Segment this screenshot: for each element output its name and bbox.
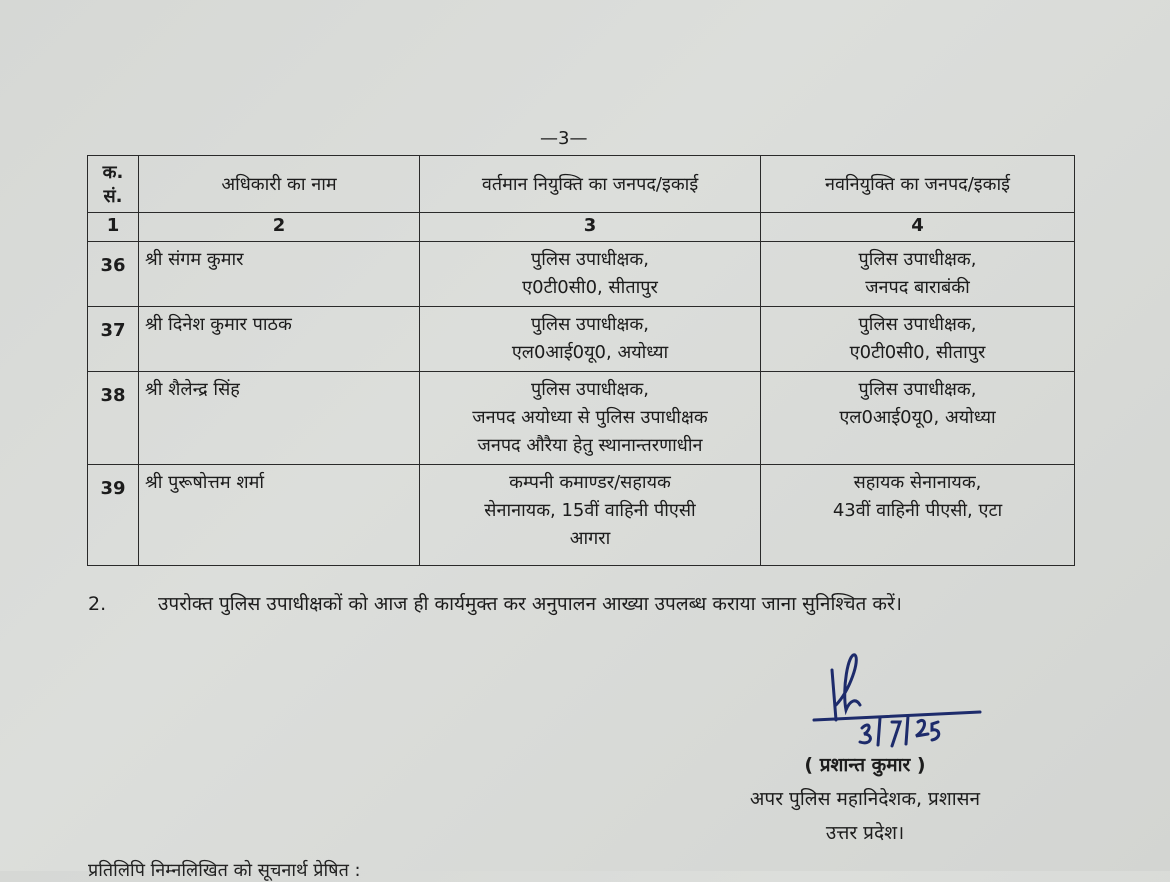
page-number: —3—: [540, 128, 588, 149]
row-sno: 38: [100, 385, 126, 406]
current-line: सेनानायक, 15वीं वाहिनी पीएसी: [484, 500, 696, 521]
current-line: ए0टी0सी0, सीतापुर: [522, 277, 658, 298]
row-sno: 36: [100, 255, 126, 276]
instruction-paragraph: [88, 585, 1068, 623]
table-header-row: [88, 156, 1075, 213]
signatory-designation: अपर पुलिस महानिदेशक, प्रशासन: [749, 788, 981, 810]
header-current: वर्तमान नियुक्ति का जनपद/इकाई: [420, 156, 761, 213]
transfer-table: [87, 155, 1075, 566]
row-sno: 39: [100, 478, 126, 499]
col-number: 2: [139, 213, 420, 242]
table-row: [88, 465, 1075, 566]
current-line: जनपद औरैया हेतु स्थानान्तरणाधीन: [477, 435, 703, 456]
paragraph-text: उपरोक्त पुलिस उपाधीक्षकों को आज ही कार्यमुक्त कर अनुपालन आख्या उपलब्ध कराया जाना सुनिश्चित करें।: [158, 593, 902, 615]
col-number: 4: [761, 213, 1075, 242]
signature-block: [680, 748, 1050, 850]
table-row: [88, 372, 1075, 465]
column-number-row: [88, 213, 1075, 242]
new-line: ए0टी0सी0, सीतापुर: [849, 342, 986, 363]
signatory-name: ( प्रशान्त कुमार ): [804, 754, 926, 776]
new-line: जनपद बाराबंकी: [865, 277, 970, 298]
signature-scribble-icon: [800, 650, 1000, 750]
new-line: पुलिस उपाधीक्षक,: [858, 249, 977, 270]
current-line: जनपद अयोध्या से पुलिस उपाधीक्षक: [472, 407, 708, 428]
header-name: अधिकारी का नाम: [139, 156, 420, 213]
new-line: सहायक सेनानायक,: [853, 472, 982, 493]
table-row: [88, 242, 1075, 307]
paragraph-number: 2.: [88, 593, 107, 615]
new-line: 43वीं वाहिनी पीएसी, एटा: [832, 500, 1003, 521]
col-number: 3: [420, 213, 761, 242]
col-number: 1: [88, 213, 139, 242]
signatory-state: उत्तर प्रदेश।: [825, 822, 905, 844]
current-line: पुलिस उपाधीक्षक,: [531, 379, 649, 400]
row-name: श्री पुरूषोत्तम शर्मा: [139, 465, 420, 566]
copy-to-line: प्रतिलिपि निम्नलिखित को सूचनार्थ प्रेषित :: [88, 860, 361, 881]
row-name: श्री संगम कुमार: [139, 242, 420, 307]
row-name: श्री शैलेन्द्र सिंह: [139, 372, 420, 465]
header-new: नवनियुक्ति का जनपद/इकाई: [761, 156, 1075, 213]
current-line: पुलिस उपाधीक्षक,: [531, 249, 649, 270]
new-line: पुलिस उपाधीक्षक,: [858, 379, 977, 400]
current-line: आगरा: [569, 528, 611, 549]
current-line: कम्पनी कमाण्डर/सहायक: [509, 472, 671, 493]
header-sno: क. सं.: [88, 156, 139, 213]
table-row: [88, 307, 1075, 372]
current-line: पुलिस उपाधीक्षक,: [531, 314, 649, 335]
current-line: एल0आई0यू0, अयोध्या: [511, 342, 669, 363]
new-line: एल0आई0यू0, अयोध्या: [839, 407, 996, 428]
new-line: पुलिस उपाधीक्षक,: [858, 314, 977, 335]
row-sno: 37: [100, 320, 126, 341]
row-name: श्री दिनेश कुमार पाठक: [139, 307, 420, 372]
handwritten-signature: [800, 650, 1000, 754]
